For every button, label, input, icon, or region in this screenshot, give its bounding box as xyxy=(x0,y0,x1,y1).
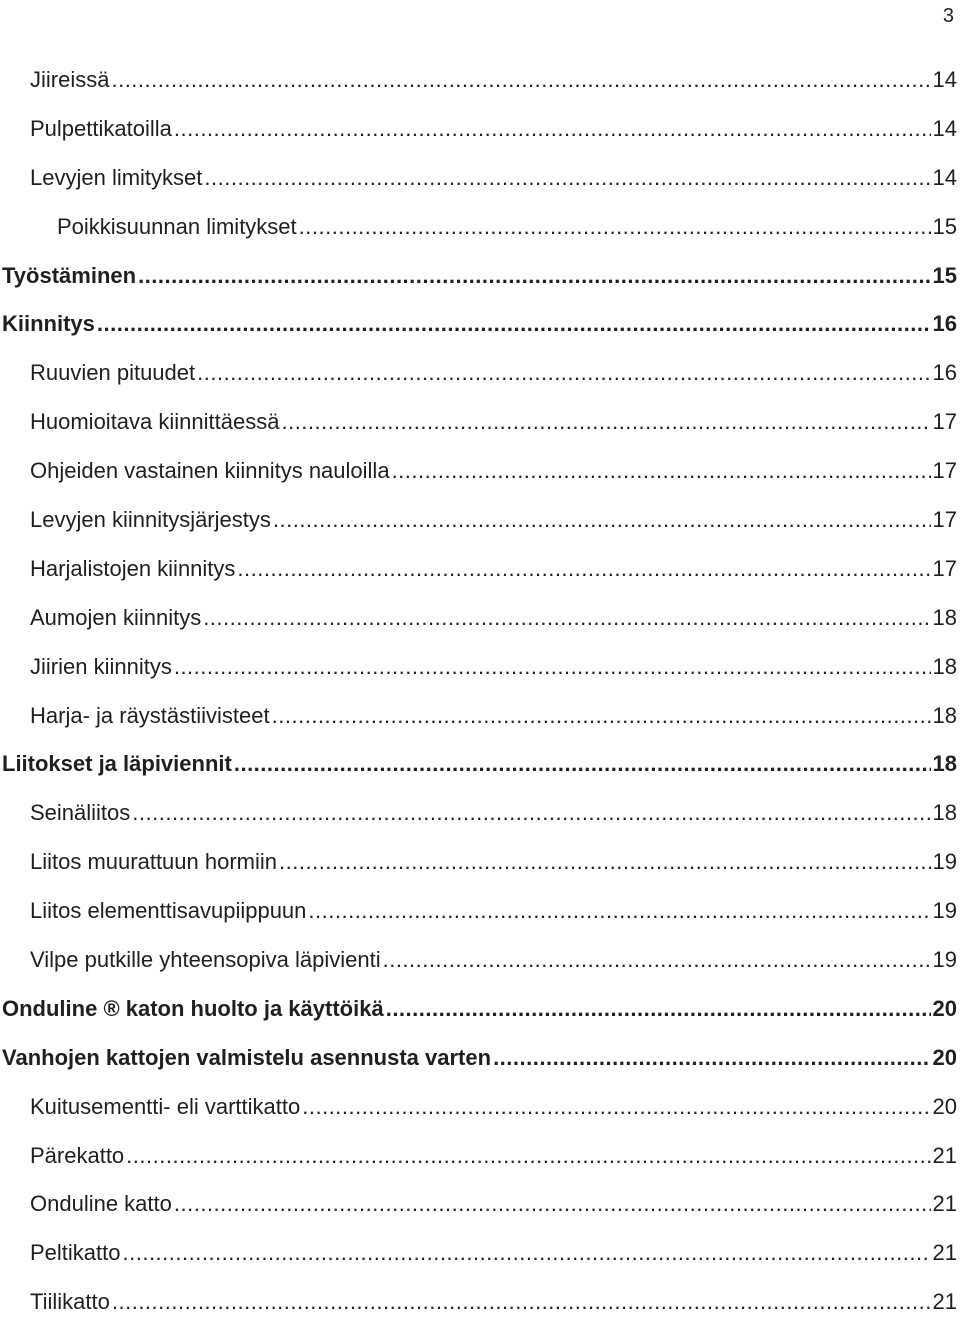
toc-dot-leader xyxy=(174,1180,931,1229)
toc-entry[interactable] xyxy=(0,1034,957,1083)
toc-entry[interactable] xyxy=(0,300,957,349)
toc-entry[interactable] xyxy=(0,887,957,936)
toc-entry-page-number: 16 xyxy=(932,360,957,386)
toc-entry[interactable] xyxy=(0,203,957,252)
toc-entry-page-number: 16 xyxy=(932,311,957,337)
toc-entry-title: Kuitusementti- eli varttikatto xyxy=(30,1093,301,1119)
toc-entry[interactable] xyxy=(0,349,957,398)
toc-dot-leader xyxy=(273,496,931,545)
toc-dot-leader xyxy=(174,643,931,692)
toc-entry-page-number: 17 xyxy=(932,458,957,484)
toc-entry-page-number: 21 xyxy=(932,1142,957,1168)
toc-entry-page-number: 17 xyxy=(932,555,957,581)
toc-entry[interactable] xyxy=(0,447,957,496)
toc-entry-page-number: 20 xyxy=(932,1044,957,1070)
toc-entry-page-number: 19 xyxy=(932,898,957,924)
toc-entry-page-number: 14 xyxy=(932,115,957,141)
toc-entry-title: Onduline katto xyxy=(30,1191,172,1217)
toc-dot-leader xyxy=(302,1083,930,1132)
toc-entry-title: Liitos elementtisavupiippuun xyxy=(30,898,307,924)
toc-dot-leader xyxy=(234,740,931,789)
toc-dot-leader xyxy=(112,1278,931,1327)
page-number: 3 xyxy=(942,5,954,27)
toc-entry-page-number: 15 xyxy=(932,213,957,239)
toc-entry-title: Pärekatto xyxy=(30,1142,125,1168)
toc-dot-leader xyxy=(383,936,931,985)
toc-entry-title: Levyjen kiinnitysjärjestys xyxy=(30,507,271,533)
toc-entry-title: Peltikatto xyxy=(30,1240,121,1266)
toc-dot-leader xyxy=(392,447,931,496)
toc-dot-leader xyxy=(237,545,930,594)
toc-entry[interactable] xyxy=(0,643,957,692)
toc-entry-page-number: 18 xyxy=(932,751,957,777)
toc-dot-leader xyxy=(138,252,930,301)
toc-entry-page-number: 14 xyxy=(932,67,957,92)
toc-entry-page-number: 18 xyxy=(932,604,957,630)
toc-entry-page-number: 18 xyxy=(932,800,957,826)
toc-entry[interactable] xyxy=(0,1132,957,1181)
toc-dot-leader xyxy=(281,398,930,447)
toc-entry[interactable] xyxy=(0,398,957,447)
toc-entry-page-number: 18 xyxy=(932,702,957,728)
toc-entry-title: Ruuvien pituudet xyxy=(30,360,196,386)
toc-entry[interactable] xyxy=(0,789,957,838)
toc-entry[interactable] xyxy=(0,252,957,301)
toc-entry[interactable] xyxy=(0,936,957,985)
toc-entry-title: Poikkisuunnan limitykset xyxy=(57,213,297,239)
toc-entry-title: Vanhojen kattojen valmistelu asennusta varten xyxy=(2,1044,492,1070)
toc-entry-page-number: 19 xyxy=(932,849,957,875)
toc-entry-title: Kiinnitys xyxy=(2,311,95,337)
toc-entry-title: Liitos muurattuun hormiin xyxy=(30,849,278,875)
toc-entry[interactable] xyxy=(0,985,957,1034)
toc-entry-page-number: 14 xyxy=(932,164,957,190)
toc-entry-title: Aumojen kiinnitys xyxy=(30,604,202,630)
toc-dot-leader xyxy=(97,300,931,349)
toc-entry-page-number: 21 xyxy=(932,1289,957,1315)
toc-entry-page-number: 20 xyxy=(932,1093,957,1119)
toc-entry[interactable] xyxy=(0,594,957,643)
toc-entry[interactable] xyxy=(0,56,957,105)
toc-entry-page-number: 19 xyxy=(932,947,957,973)
table-of-contents xyxy=(0,56,957,1327)
toc-dot-leader xyxy=(132,789,930,838)
toc-entry-title: Pulpettikatoilla xyxy=(30,115,172,141)
toc-entry-title: Harjalistojen kiinnitys xyxy=(30,555,236,581)
toc-entry-title: Ohjeiden vastainen kiinnitys nauloilla xyxy=(30,458,390,484)
toc-entry-title: Huomioitava kiinnittäessä xyxy=(30,409,280,435)
toc-entry[interactable] xyxy=(0,692,957,741)
toc-entry-page-number: 17 xyxy=(932,507,957,533)
toc-dot-leader xyxy=(126,1132,930,1181)
toc-dot-leader xyxy=(272,692,931,741)
toc-dot-leader xyxy=(308,887,930,936)
toc-entry-title: Liitokset ja läpiviennit xyxy=(2,751,232,777)
toc-entry-page-number: 15 xyxy=(932,262,957,288)
toc-entry-page-number: 21 xyxy=(932,1191,957,1217)
toc-dot-leader xyxy=(174,105,931,154)
toc-entry-title: Seinäliitos xyxy=(30,800,131,826)
toc-entry-title: Jiireissä xyxy=(30,67,110,92)
toc-dot-leader xyxy=(279,838,931,887)
toc-entry-title: Jiirien kiinnitys xyxy=(30,653,172,679)
toc-dot-leader xyxy=(123,1229,931,1278)
toc-dot-leader xyxy=(203,594,930,643)
toc-entry-page-number: 20 xyxy=(932,995,957,1021)
toc-entry[interactable] xyxy=(0,545,957,594)
toc-entry[interactable] xyxy=(0,1180,957,1229)
toc-dot-leader xyxy=(204,154,930,203)
toc-entry-title: Onduline ® katon huolto ja käyttöikä xyxy=(2,995,384,1021)
toc-dot-leader xyxy=(299,203,931,252)
toc-entry-title: Harja- ja räystästiivisteet xyxy=(30,702,270,728)
toc-entry[interactable] xyxy=(0,740,957,789)
toc-entry[interactable] xyxy=(0,496,957,545)
toc-entry[interactable] xyxy=(0,105,957,154)
toc-entry[interactable] xyxy=(0,1278,957,1327)
toc-entry-page-number: 18 xyxy=(932,653,957,679)
toc-dot-leader xyxy=(386,985,931,1034)
toc-entry-page-number: 21 xyxy=(932,1240,957,1266)
toc-entry-page-number: 17 xyxy=(932,409,957,435)
toc-entry[interactable] xyxy=(0,1083,957,1132)
toc-dot-leader xyxy=(111,56,930,105)
toc-dot-leader xyxy=(493,1034,930,1083)
toc-entry-title: Työstäminen xyxy=(2,262,137,288)
toc-entry-title: Vilpe putkille yhteensopiva läpivienti xyxy=(30,947,381,973)
toc-entry-title: Levyjen limitykset xyxy=(30,164,203,190)
toc-entry[interactable] xyxy=(0,838,957,887)
toc-entry[interactable] xyxy=(0,1229,957,1278)
toc-dot-leader xyxy=(197,349,930,398)
toc-entry-title: Tiilikatto xyxy=(30,1289,110,1315)
toc-entry[interactable] xyxy=(0,154,957,203)
